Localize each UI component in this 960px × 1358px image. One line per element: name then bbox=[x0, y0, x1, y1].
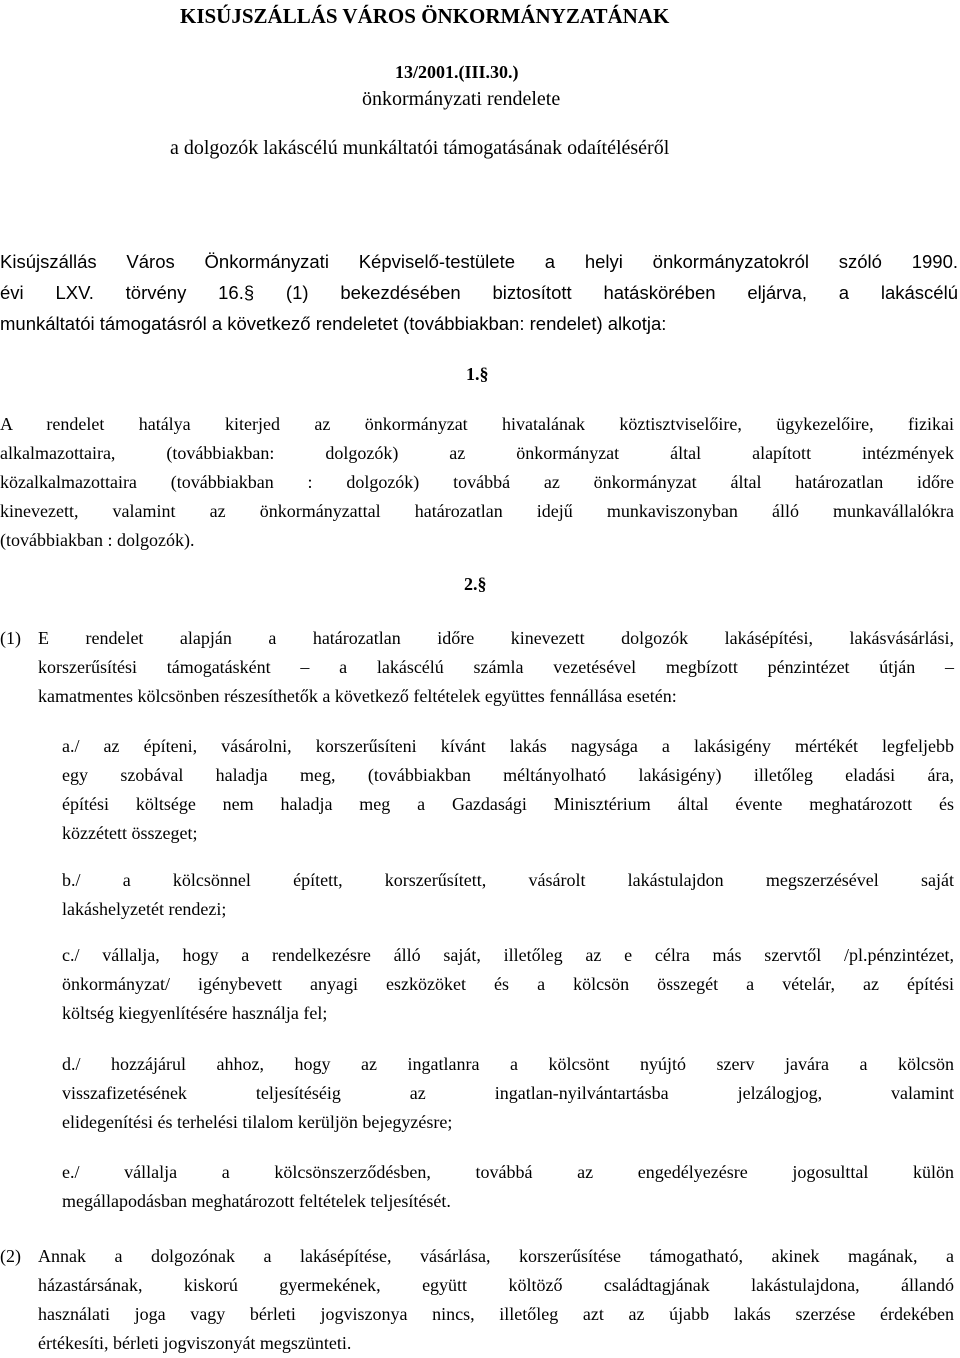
item-line: visszafizetésének teljesítéséig az ingatlan-nyilvántartásba jelzálogjog, valamint bbox=[62, 1083, 954, 1103]
paragraph-line: alkalmazottaira, (továbbiakban: dolgozók) az önkormányzat által alapított intézmények bbox=[0, 443, 954, 463]
item-line: lakáshelyzetét rendezi; bbox=[62, 899, 227, 919]
section-2-paragraph-1 bbox=[38, 624, 954, 711]
paragraph-line: (továbbiakban : dolgozók). bbox=[0, 530, 195, 550]
item-line: elidegenítési és terhelési tilalom kerüljön bejegyzésre; bbox=[62, 1112, 453, 1132]
intro-line: évi LXV. törvény 16.§ (1) bekezdésében biztosított hatáskörében eljárva, a lakáscélú bbox=[0, 282, 958, 303]
paragraph-line: kinevezett, valamint az önkormányzattal határozatlan idejű munkaviszonyban álló munkavállalókra bbox=[0, 501, 954, 521]
paragraph-label-2: (2) bbox=[0, 1246, 21, 1266]
intro-line: munkáltatói támogatásról a következő rendeletet (továbbiakban: rendelet) alkotja: bbox=[0, 313, 667, 334]
paragraph-line: használati joga vagy bérleti jogviszonya nincs, illetőleg azt az újabb lakás szerzése érdekében bbox=[38, 1304, 954, 1324]
item-line: c./ vállalja, hogy a rendelkezésre álló saját, illetőleg az e célra más szervtől /pl.pénzintézet, bbox=[62, 945, 954, 965]
intro-line: Kisújszállás Város Önkormányzati Képviselő-testülete a helyi önkormányzatokról szóló 1990. bbox=[0, 251, 958, 272]
paragraph-line: házastársának, kiskorú gyermekének, együtt költöző családtagjának lakástulajdona, állandó bbox=[38, 1275, 954, 1295]
item-line: építési költsége nem haladja meg a Gazdasági Minisztérium által évente meghatározott és bbox=[62, 794, 954, 814]
condition-item-e bbox=[62, 1158, 954, 1216]
paragraph-line: A rendelet hatálya kiterjed az önkormányzat hivatalának köztisztviselőire, ügykezelőire, fizikai bbox=[0, 414, 954, 434]
condition-item-b bbox=[62, 866, 954, 924]
paragraph-line: E rendelet alapján a határozatlan időre kinevezett dolgozók lakásépítési, lakásvásárlási, bbox=[38, 628, 954, 648]
item-line: megállapodásban meghatározott feltételek teljesítését. bbox=[62, 1191, 451, 1211]
paragraph-label-1: (1) bbox=[0, 628, 21, 648]
section-heading-1: 1.§ bbox=[466, 364, 489, 384]
document-title: KISÚJSZÁLLÁS VÁROS ÖNKORMÁNYZATÁNAK bbox=[180, 4, 670, 28]
document-subtitle: önkormányzati rendelete bbox=[362, 88, 561, 110]
paragraph-line: közalkalmazottaira (továbbiakban : dolgozók) továbbá az önkormányzat által határozatlan időre bbox=[0, 472, 954, 492]
item-line: a./ az építeni, vásárolni, korszerűsíteni kívánt lakás nagysága a lakásigény mértékét legfeljebb bbox=[62, 736, 954, 756]
section-1-paragraph bbox=[0, 410, 954, 555]
section-2-paragraph-2 bbox=[38, 1242, 954, 1358]
item-line: önkormányzat/ igénybevett anyagi eszközöket és a kölcsön összegét a vételár, az építési bbox=[62, 974, 954, 994]
item-line: egy szobával haladja meg, (továbbiakban méltányolható lakásigény) illetőleg eladási ára, bbox=[62, 765, 954, 785]
item-line: d./ hozzájárul ahhoz, hogy az ingatlanra a kölcsönt nyújtó szerv javára a kölcsön bbox=[62, 1054, 954, 1074]
paragraph-line: korszerűsítési támogatásként – a lakáscélú számla vezetésével megbízott pénzintézet útján – bbox=[38, 657, 954, 677]
regulation-number: 13/2001.(III.30.) bbox=[395, 62, 519, 82]
item-line: e./ vállalja a kölcsönszerződésben, továbbá az engedélyezésre jogosulttal külön bbox=[62, 1162, 954, 1182]
paragraph-line: értékesíti, bérleti jogviszonyát megszünteti. bbox=[38, 1333, 352, 1353]
section-heading-2: 2.§ bbox=[464, 574, 487, 594]
item-line: közzétett összeget; bbox=[62, 823, 198, 843]
item-line: b./ a kölcsönnel épített, korszerűsített, vásárolt lakástulajdon megszerzésével saját bbox=[62, 870, 954, 890]
condition-item-a bbox=[62, 732, 954, 848]
condition-item-d bbox=[62, 1050, 954, 1137]
condition-item-c bbox=[62, 941, 954, 1028]
document-subject: a dolgozók lakáscélú munkáltatói támogatásának odaítéléséről bbox=[170, 137, 670, 159]
item-line: költség kiegyenlítésére használja fel; bbox=[62, 1003, 328, 1023]
paragraph-line: kamatmentes kölcsönben részesíthetők a következő feltételek együttes fennállása esetén: bbox=[38, 686, 677, 706]
paragraph-line: Annak a dolgozónak a lakásépítése, vásárlása, korszerűsítése támogatható, akinek magának, a bbox=[38, 1246, 954, 1266]
intro-paragraph bbox=[0, 246, 958, 339]
